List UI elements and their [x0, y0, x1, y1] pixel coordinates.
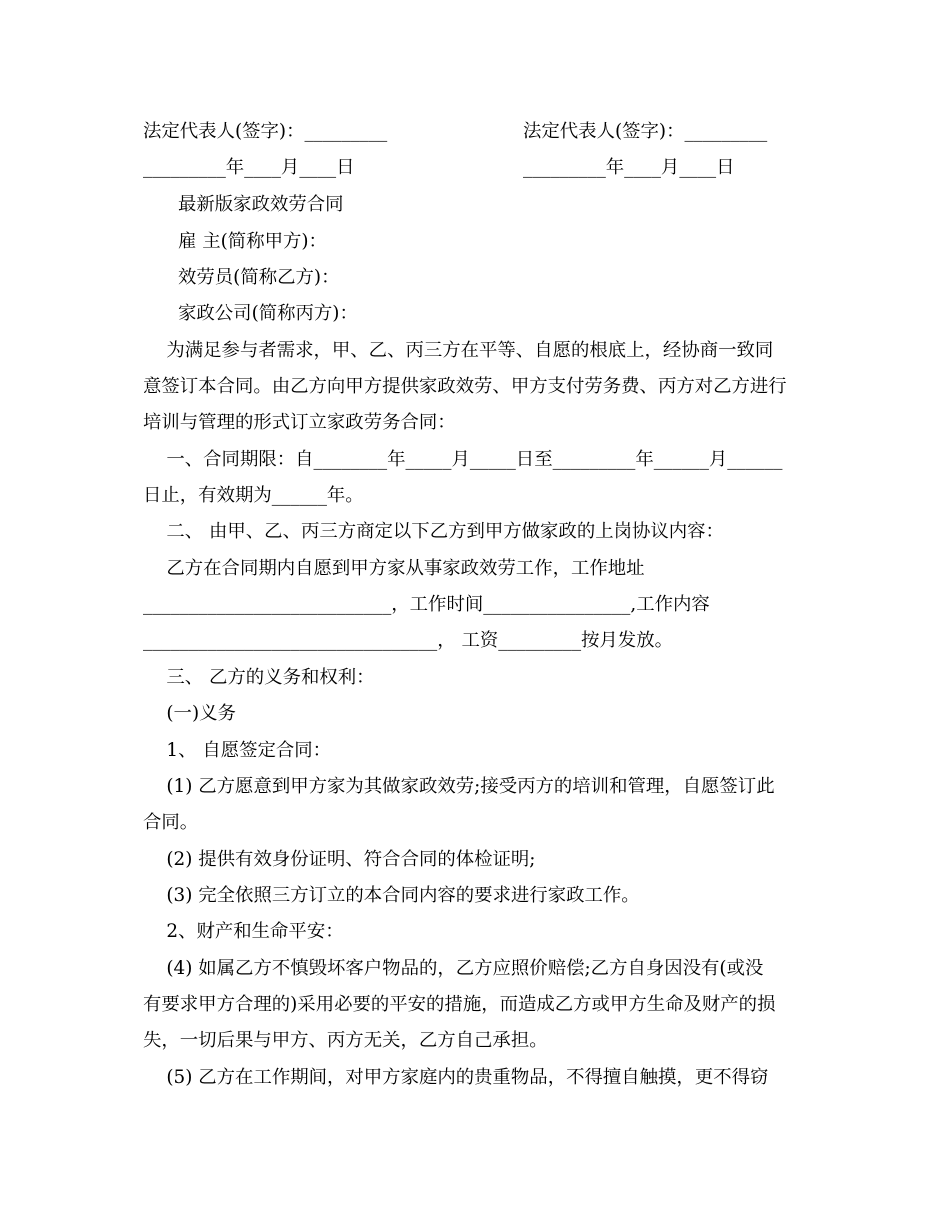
item2-heading: 2、财产和生命平安： [143, 921, 344, 942]
right-signature-date: _________年____月____日 [523, 157, 735, 178]
left-representative-signature: 法定代表人(签字)：_________ [143, 121, 388, 142]
intro-line-1: 为满足参与者需求，甲、乙、丙三方在平等、自愿的根底上，经协商一致同 [143, 340, 774, 361]
right-representative-signature: 法定代表人(签字)：_________ [523, 121, 768, 142]
left-signature-date: _________年____月____日 [143, 157, 355, 178]
party-company: 家政公司(简称丙方)： [178, 303, 358, 324]
section1-line-1: 一、合同期限：自________年_____月_____日至_________年______月______ [143, 449, 783, 470]
document-title: 最新版家政效劳合同 [178, 194, 344, 215]
section2-heading: 二、 由甲、乙、丙三方商定以下乙方到甲方做家政的上岗协议内容： [143, 521, 724, 542]
section2-line-2: ___________________________，工作时间________________,工作内容 [143, 594, 710, 615]
clause-4-line-3: 失，一切后果与甲方、丙方无关，乙方自己承担。 [143, 1030, 548, 1051]
section3-heading: 三、 乙方的义务和权利： [143, 667, 375, 688]
clause-3: (3) 完全依照三方订立的本合同内容的要求进行家政工作。 [143, 885, 640, 906]
intro-line-3: 培训与管理的形式订立家政劳务合同： [143, 412, 456, 433]
section2-line-3: ________________________________， 工资_________按月发放。 [143, 630, 673, 651]
intro-line-2: 意签订本合同。由乙方向甲方提供家政效劳、甲方支付劳务费、丙方对乙方进行 [143, 376, 787, 397]
clause-4-line-2: 有要求甲方合理的)采用必要的平安的措施，而造成乙方或甲方生命及财产的损 [143, 994, 776, 1015]
clause-4-line-1: (4) 如属乙方不慎毁坏客户物品的，乙方应照价赔偿;乙方自身因没有(或没 [143, 958, 764, 979]
party-worker: 效劳员(简称乙方)： [178, 267, 340, 288]
clause-5-line-1: (5) 乙方在工作期间，对甲方家庭内的贵重物品，不得擅自触摸，更不得窃 [143, 1067, 769, 1088]
section2-line-1: 乙方在合同期内自愿到甲方家从事家政效劳工作，工作地址 [143, 558, 645, 579]
item1-heading: 1、 自愿签定合同： [143, 740, 332, 761]
clause-1-line-2: 合同。 [143, 812, 199, 833]
clause-1-line-1: (1) 乙方愿意到甲方家为其做家政效劳;接受丙方的培训和管理，自愿签订此 [143, 776, 775, 797]
section3-subheading: (一)义务 [143, 703, 236, 724]
section1-line-2: 日止，有效期为______年。 [143, 485, 364, 506]
party-employer: 雇 主(简称甲方)： [178, 231, 327, 252]
clause-2: (2) 提供有效身份证明、符合合同的体检证明; [143, 849, 536, 870]
